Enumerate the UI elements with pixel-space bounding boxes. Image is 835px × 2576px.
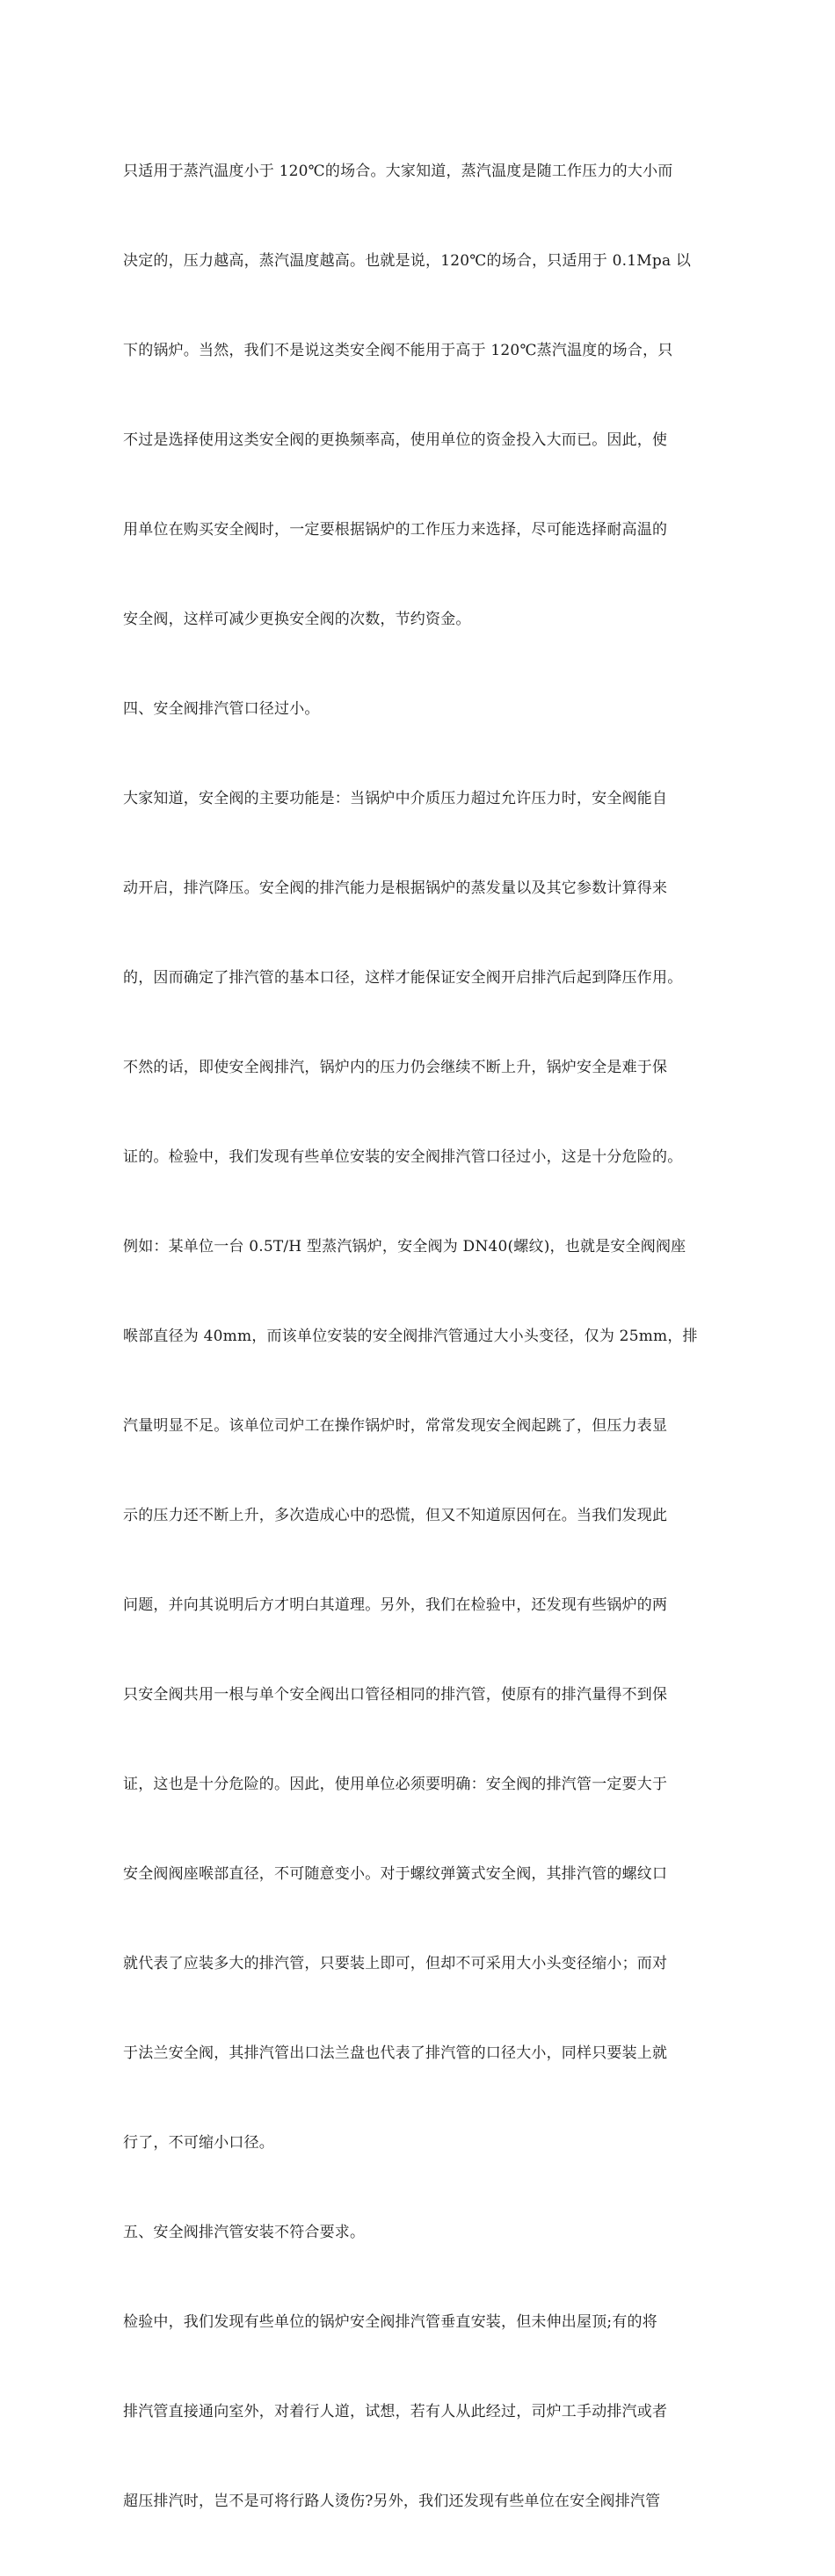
text-line: 只适用于蒸汽温度小于 120℃的场合。大家知道，蒸汽温度是随工作压力的大小而 — [123, 163, 673, 180]
text-line: 的，因而确定了排汽管的基本口径，这样才能保证安全阀开启排汽后起到降压作用。 — [123, 969, 683, 987]
text-line: 不过是选择使用这类安全阀的更换频率高，使用单位的资金投入大而已。因此，使 — [123, 431, 668, 449]
text-line: 汽量明显不足。该单位司炉工在操作锅炉时，常常发现安全阀起跳了，但压力表显 — [123, 1417, 668, 1435]
text-line: 排汽管直接通向室外，对着行人道，试想，若有人从此经过，司炉工手动排汽或者 — [123, 2403, 668, 2420]
text-line: 只安全阀共用一根与单个安全阀出口管径相同的排汽管，使原有的排汽量得不到保 — [123, 1686, 668, 1704]
text-line: 不然的话，即使安全阀排汽，锅炉内的压力仍会继续不断上升，锅炉安全是难于保 — [123, 1059, 668, 1076]
text-line: 检验中，我们发现有些单位的锅炉安全阀排汽管垂直安装，但未伸出屋顶;有的将 — [123, 2313, 657, 2331]
paragraph-exhaust-installation — [123, 2247, 722, 2576]
paragraph-exhaust-diameter — [123, 724, 722, 2218]
text-line: 超压排汽时，岂不是可将行路人烫伤?另外，我们还发现有些单位在安全阀排汽管 — [123, 2493, 661, 2510]
text-line: 示的压力还不断上升，多次造成心中的恐慌，但又不知道原因何在。当我们发现此 — [123, 1507, 668, 1524]
text-line: 用单位在购买安全阀时，一定要根据锅炉的工作压力来选择，尽可能选择耐高温的 — [123, 521, 668, 539]
text-line: 证，这也是十分危险的。因此，使用单位必须要明确：安全阀的排汽管一定要大于 — [123, 1776, 668, 1793]
document-body — [123, 97, 722, 2576]
text-line: 例如：某单位一台 0.5T/H 型蒸汽锅炉，安全阀为 DN40(螺纹)，也就是安全阀阀座 — [123, 1238, 686, 1255]
text-line: 行了，不可缩小口径。 — [123, 2134, 274, 2152]
text-line: 下的锅炉。当然，我们不是说这类安全阀不能用于高于 120℃蒸汽温度的场合，只 — [123, 342, 673, 359]
text-line: 决定的，压力越高，蒸汽温度越高。也就是说，120℃的场合，只适用于 0.1Mpa 以 — [123, 252, 692, 270]
text-line: 就代表了应装多大的排汽管，只要装上即可，但却不可采用大小头变径缩小；而对 — [123, 1955, 668, 1972]
text-line: 喉部直径为 40mm，而该单位安装的安全阀排汽管通过大小头变径，仅为 25mm，排 — [123, 1328, 698, 1345]
text-line: 于法兰安全阀，其排汽管出口法兰盘也代表了排汽管的口径大小，同样只要装上就 — [123, 2044, 668, 2062]
text-line: 安全阀阀座喉部直径，不可随意变小。对于螺纹弹簧式安全阀，其排汽管的螺纹口 — [123, 1865, 668, 1883]
text-line: 大家知道，安全阀的主要功能是：当锅炉中介质压力超过允许压力时，安全阀能自 — [123, 790, 668, 807]
text-line: 动开启，排汽降压。安全阀的排汽能力是根据锅炉的蒸发量以及其它参数计算得来 — [123, 879, 668, 897]
text-line: 安全阀，这样可减少更换安全阀的次数，节约资金。 — [123, 611, 471, 628]
text-line: 证的。检验中，我们发现有些单位安装的安全阀排汽管口径过小，这是十分危险的。 — [123, 1148, 683, 1166]
paragraph-temperature — [123, 97, 722, 694]
text-line: 问题，并向其说明后方才明白其道理。另外，我们在检验中，还发现有些锅炉的两 — [123, 1596, 668, 1614]
section-heading-4: 四、安全阀排汽管口径过小。 — [123, 700, 320, 718]
section-heading-5: 五、安全阀排汽管安装不符合要求。 — [123, 2224, 366, 2241]
